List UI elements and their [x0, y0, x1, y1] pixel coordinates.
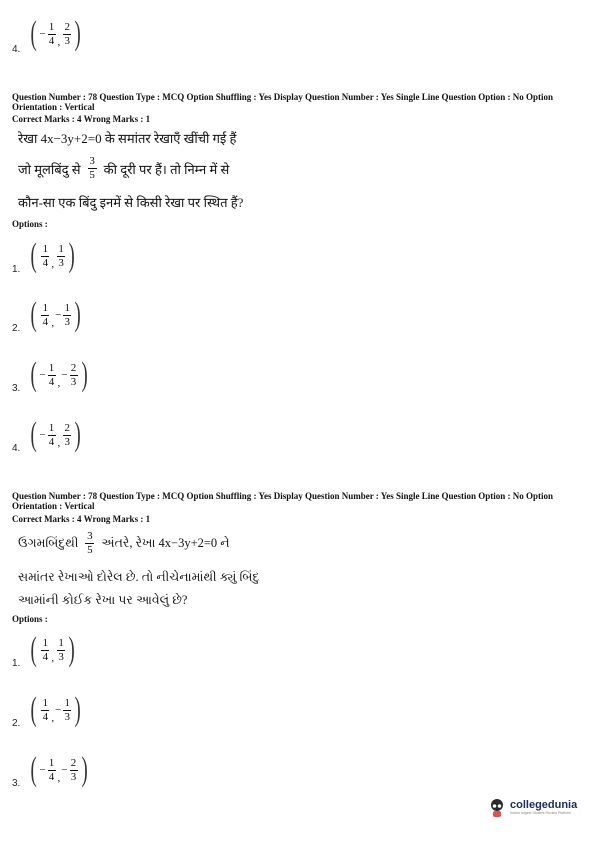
- fraction: 2 3: [64, 20, 71, 47]
- paren-open: (: [30, 296, 37, 333]
- option-1[interactable]: ( 1 4 , 1 3 ): [30, 237, 75, 274]
- option-number: 3.: [12, 778, 21, 789]
- paren-open: (: [30, 631, 37, 668]
- paren-close: ): [81, 356, 88, 393]
- option-3[interactable]: ( − 1 4 , − 2 3 ): [30, 356, 88, 393]
- logo-name: collegedunia: [510, 799, 578, 811]
- paren-close: ): [68, 237, 75, 274]
- option-2[interactable]: ( 1 4 , − 1 3 ): [30, 296, 82, 333]
- paren-close: ): [68, 631, 75, 668]
- question-line-3: कौन-सा एक बिंदु इनमें से किसी रेखा पर स्थित हैं?: [18, 195, 244, 210]
- mascot-icon: [487, 796, 507, 818]
- inline-fraction: $\frac{3}{5}$: [89, 155, 95, 181]
- fraction: 1 3: [58, 636, 64, 663]
- option-number: 3.: [12, 383, 21, 394]
- fraction: 1 4: [42, 696, 49, 723]
- question-meta: Question Number : 78 Question Type : MCQ Option Shuffling : Yes Display Question Number : Yes Single Line Question Option : No Option Orientation : Vertical: [12, 92, 553, 112]
- question-line-1: ઉગમબિંદુથી $\frac{3}{5}$ અંતરે, રેખા 4x−3y+2=0 ને: [18, 530, 230, 556]
- paren-open: (: [30, 691, 37, 728]
- options-label: Options :: [12, 219, 48, 229]
- option-3[interactable]: ( − 1 4 , − 2 3 ): [30, 751, 88, 788]
- fraction: 1 3: [64, 696, 71, 723]
- logo-tagline: India's largest Student Review Platform: [510, 811, 571, 815]
- paren-open: (: [30, 751, 37, 788]
- top-option-4: ( − 1 4 , 2 3 ): [30, 15, 82, 52]
- option-number: 4.: [12, 44, 21, 55]
- fraction: 2 3: [64, 421, 71, 448]
- fraction: 1 4: [42, 301, 49, 328]
- fraction: 1 4: [42, 636, 49, 663]
- question-line-1: रेखा 4x−3y+2=0 के समांतर रेखाएँ खींची गई हैं: [18, 131, 237, 146]
- fraction: 1 4: [48, 421, 55, 448]
- paren-close: ): [81, 751, 88, 788]
- fraction: 2 3: [70, 361, 77, 388]
- options-label: Options :: [12, 614, 48, 624]
- fraction: 2 3: [70, 756, 77, 783]
- inline-fraction: $\frac{3}{5}$: [87, 530, 93, 556]
- option-2[interactable]: ( 1 4 , − 1 3 ): [30, 691, 82, 728]
- question-line-3: આમાંની કોઈક રેખા પર આવેલું છે?: [18, 593, 188, 607]
- fraction: 1 4: [48, 756, 55, 783]
- question-line-2: સમાંતર રેખાઓ દોરેલ છે. તો નીચેનામાંથી ક્યું બિંદુ: [18, 570, 260, 584]
- fraction: 1 3: [58, 242, 64, 269]
- paren-open: (: [30, 416, 37, 453]
- paren-open: (: [30, 237, 37, 274]
- paren-close: ): [74, 691, 82, 728]
- option-number: 2.: [12, 323, 21, 334]
- option-number: 1.: [12, 264, 21, 275]
- question-marks: Correct Marks : 4 Wrong Marks : 1: [12, 514, 151, 524]
- option-number: 4.: [12, 443, 21, 454]
- paren-close: ): [74, 296, 82, 333]
- fraction: 1 4: [48, 20, 55, 47]
- fraction: 1 4: [48, 361, 55, 388]
- paren-open: (: [30, 356, 37, 393]
- option-4[interactable]: ( − 1 4 , 2 3 ): [30, 416, 82, 453]
- fraction: 1 3: [64, 301, 71, 328]
- option-1[interactable]: ( 1 4 , 1 3 ): [30, 631, 75, 668]
- question-meta: Question Number : 78 Question Type : MCQ Option Shuffling : Yes Display Question Number : Yes Single Line Question Option : No Option Orientation : Vertical: [12, 491, 553, 511]
- question-line-2: जो मूलबिंदु से $\frac{3}{5}$ की दूरी पर हैं। तो निम्न में से: [18, 155, 230, 181]
- paren-open: (: [30, 15, 37, 52]
- paren-close: ): [74, 416, 82, 453]
- collegedunia-logo: [487, 796, 577, 818]
- question-marks: Correct Marks : 4 Wrong Marks : 1: [12, 114, 151, 124]
- paren-close: ): [74, 15, 82, 52]
- option-number: 2.: [12, 718, 21, 729]
- fraction: 1 4: [42, 242, 49, 269]
- option-number: 1.: [12, 658, 21, 669]
